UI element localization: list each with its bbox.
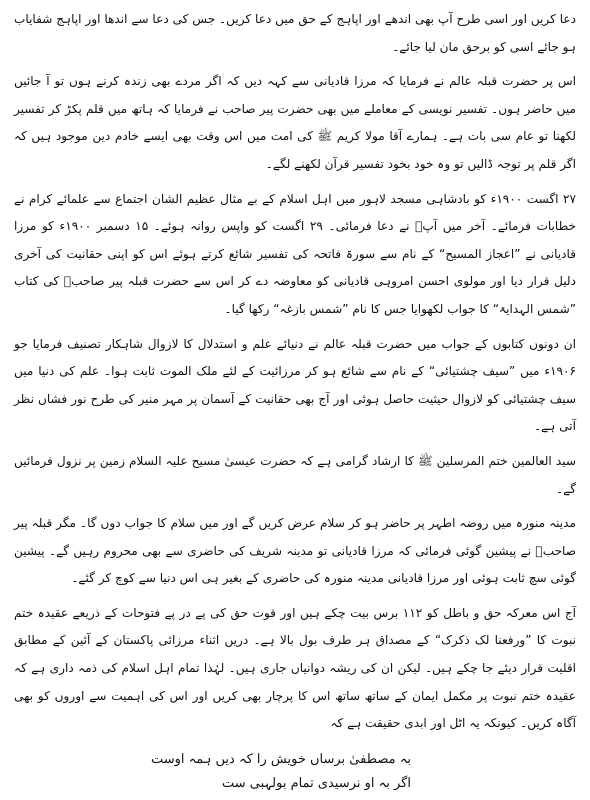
paragraph-1: دعا کریں اور اسی طرح آپ بھی اندھے اور اپاہج کے حق میں دعا کریں۔ جس کی دعا سے اندھا اور اپاہج شفایاب ہو جائے اسی کو برحق مان لیا جائے۔ <box>14 12 576 54</box>
couplet-line-1: بہ مصطفیٰ برساں خویش را کہ دیں ہمہ اوست <box>150 751 411 767</box>
paragraph-4: ان دونوں کتابوں کے جواب میں حضرت قبلہ عالم نے دنیائے علم و استدلال کا لازوال شاہکار تصنیف فرمایا جو ۱۹۰۶ء میں ”سیف چشتیائی“ کے نام سے شائع ہو کر مرزائیت کے لئے ملک الموت ثابت ہوا۔ علم کی دنیا میں سیف چشتیائی کو لازوال حیثیت حاصل ہوئی اور آج بھی حقانیت کے آسمان پر مہر منیر کی طرح نور فشاں نظر آتی ہے۔ <box>14 336 576 434</box>
paragraph-2: اس پر حضرت قبلہ عالم نے فرمایا کہ مرزا قادیانی سے کہہ دیں کہ اگر مردے بھی زندہ کرنے ہوں تو آ جائیں میں حاضر ہوں۔ تفسیر نویسی کے معاملے میں بھی حضرت پیر صاحب نے فرمایا کہ ہاتھ میں قلم پکڑ کر تفسیر لکھنا تو عام سی بات ہے۔ ہمارے آقا مولا کریم ﷺ کی امت میں اس وقت بھی ایسے خادم دین موجود ہیں کہ اگر قلم پر توجہ ڈالیں تو وہ خود بخود تفسیر قرآن لکھنے لگے۔ <box>14 74 576 171</box>
paragraph-6: مدینہ منورہ میں روضہ اطہر پر حاضر ہو کر سلام عرض کریں گے اور میں سلام کا جواب دوں گا۔ مگر قبلہ پیر صاحبؒ نے پیشین گوئی فرمائی کہ مرزا قادیانی تو مدینہ شریف کی حاضری سے بھی محروم رہیں گے۔ پیشین گوئی سچ ثابت ہوئی اور مرزا قادیانی مدینہ منورہ کی حاضری کے بغیر ہی اس دنیا سے کوچ کر گئے۔ <box>14 516 576 586</box>
paragraph-3: ۲۷ اگست ۱۹۰۰ء کو بادشاہی مسجد لاہور میں اہل اسلام کے بے مثال عظیم الشان اجتماع سے علمائے کرام نے خطابات فرمائے۔ آخر میں آپؒ نے دعا فرمائی۔ ۲۹ اگست کو واپس روانہ ہوئے۔ ۱۵ دسمبر ۱۹۰۰ء کو مرزا قادیانی نے ”اعجاز المسیح“ کے نام سے سورۃ فاتحہ کی تفسیر شائع کرتے ہوئے اس کو اپنی حقانیت کی آخری دلیل قرار دیا اور مولوی احسن امروہی قادیانی کو معاوضہ دے کر اس سے حضرت قبلہ پیر صاحبؒ کی کتاب ”شمس الہدایۃ“ کا جواب لکھوایا جس کا نام ”شمس بازغہ“ رکھا گیا۔ <box>14 191 576 316</box>
paragraph-5: سید العالمین ختم المرسلین ﷺ کا ارشاد گرامی ہے کہ حضرت عیسیٰ مسیح علیہ السلام زمین پر نزول فرمائیں گے۔ <box>14 453 576 496</box>
paragraph-7: آج اس معرکہ حق و باطل کو ۱۱۲ برس بیت چکے ہیں اور قوت حق کی پے در پے فتوحات کے ذریعے عقیدہ ختم نبوت کا ”ورفعنا لک ذکرک“ کے مصداق ہر طرف بول بالا ہے۔ دریں اثناء مرزائی پاکستان کے آئین کے مطابق اقلیت قرار دیئے جا چکے ہیں۔ لیکن ان کی ریشہ دوانیاں جاری ہیں۔ لہٰذا تمام اہل اسلام کی ذمہ داری ہے کہ عقیدہ ختم نبوت پر مکمل ایمان کے ساتھ ساتھ اس کا پرچار بھی کریں اور اس کی اہمیت سے اوروں کو بھی آگاہ کریں۔ کیونکہ یہ اٹل اور ابدی حقیقت ہے کہ <box>14 605 576 731</box>
persian-couplet <box>14 748 576 796</box>
couplet-line-2: اگر بہ او نرسیدی تمام بولہبی ست <box>222 775 411 791</box>
